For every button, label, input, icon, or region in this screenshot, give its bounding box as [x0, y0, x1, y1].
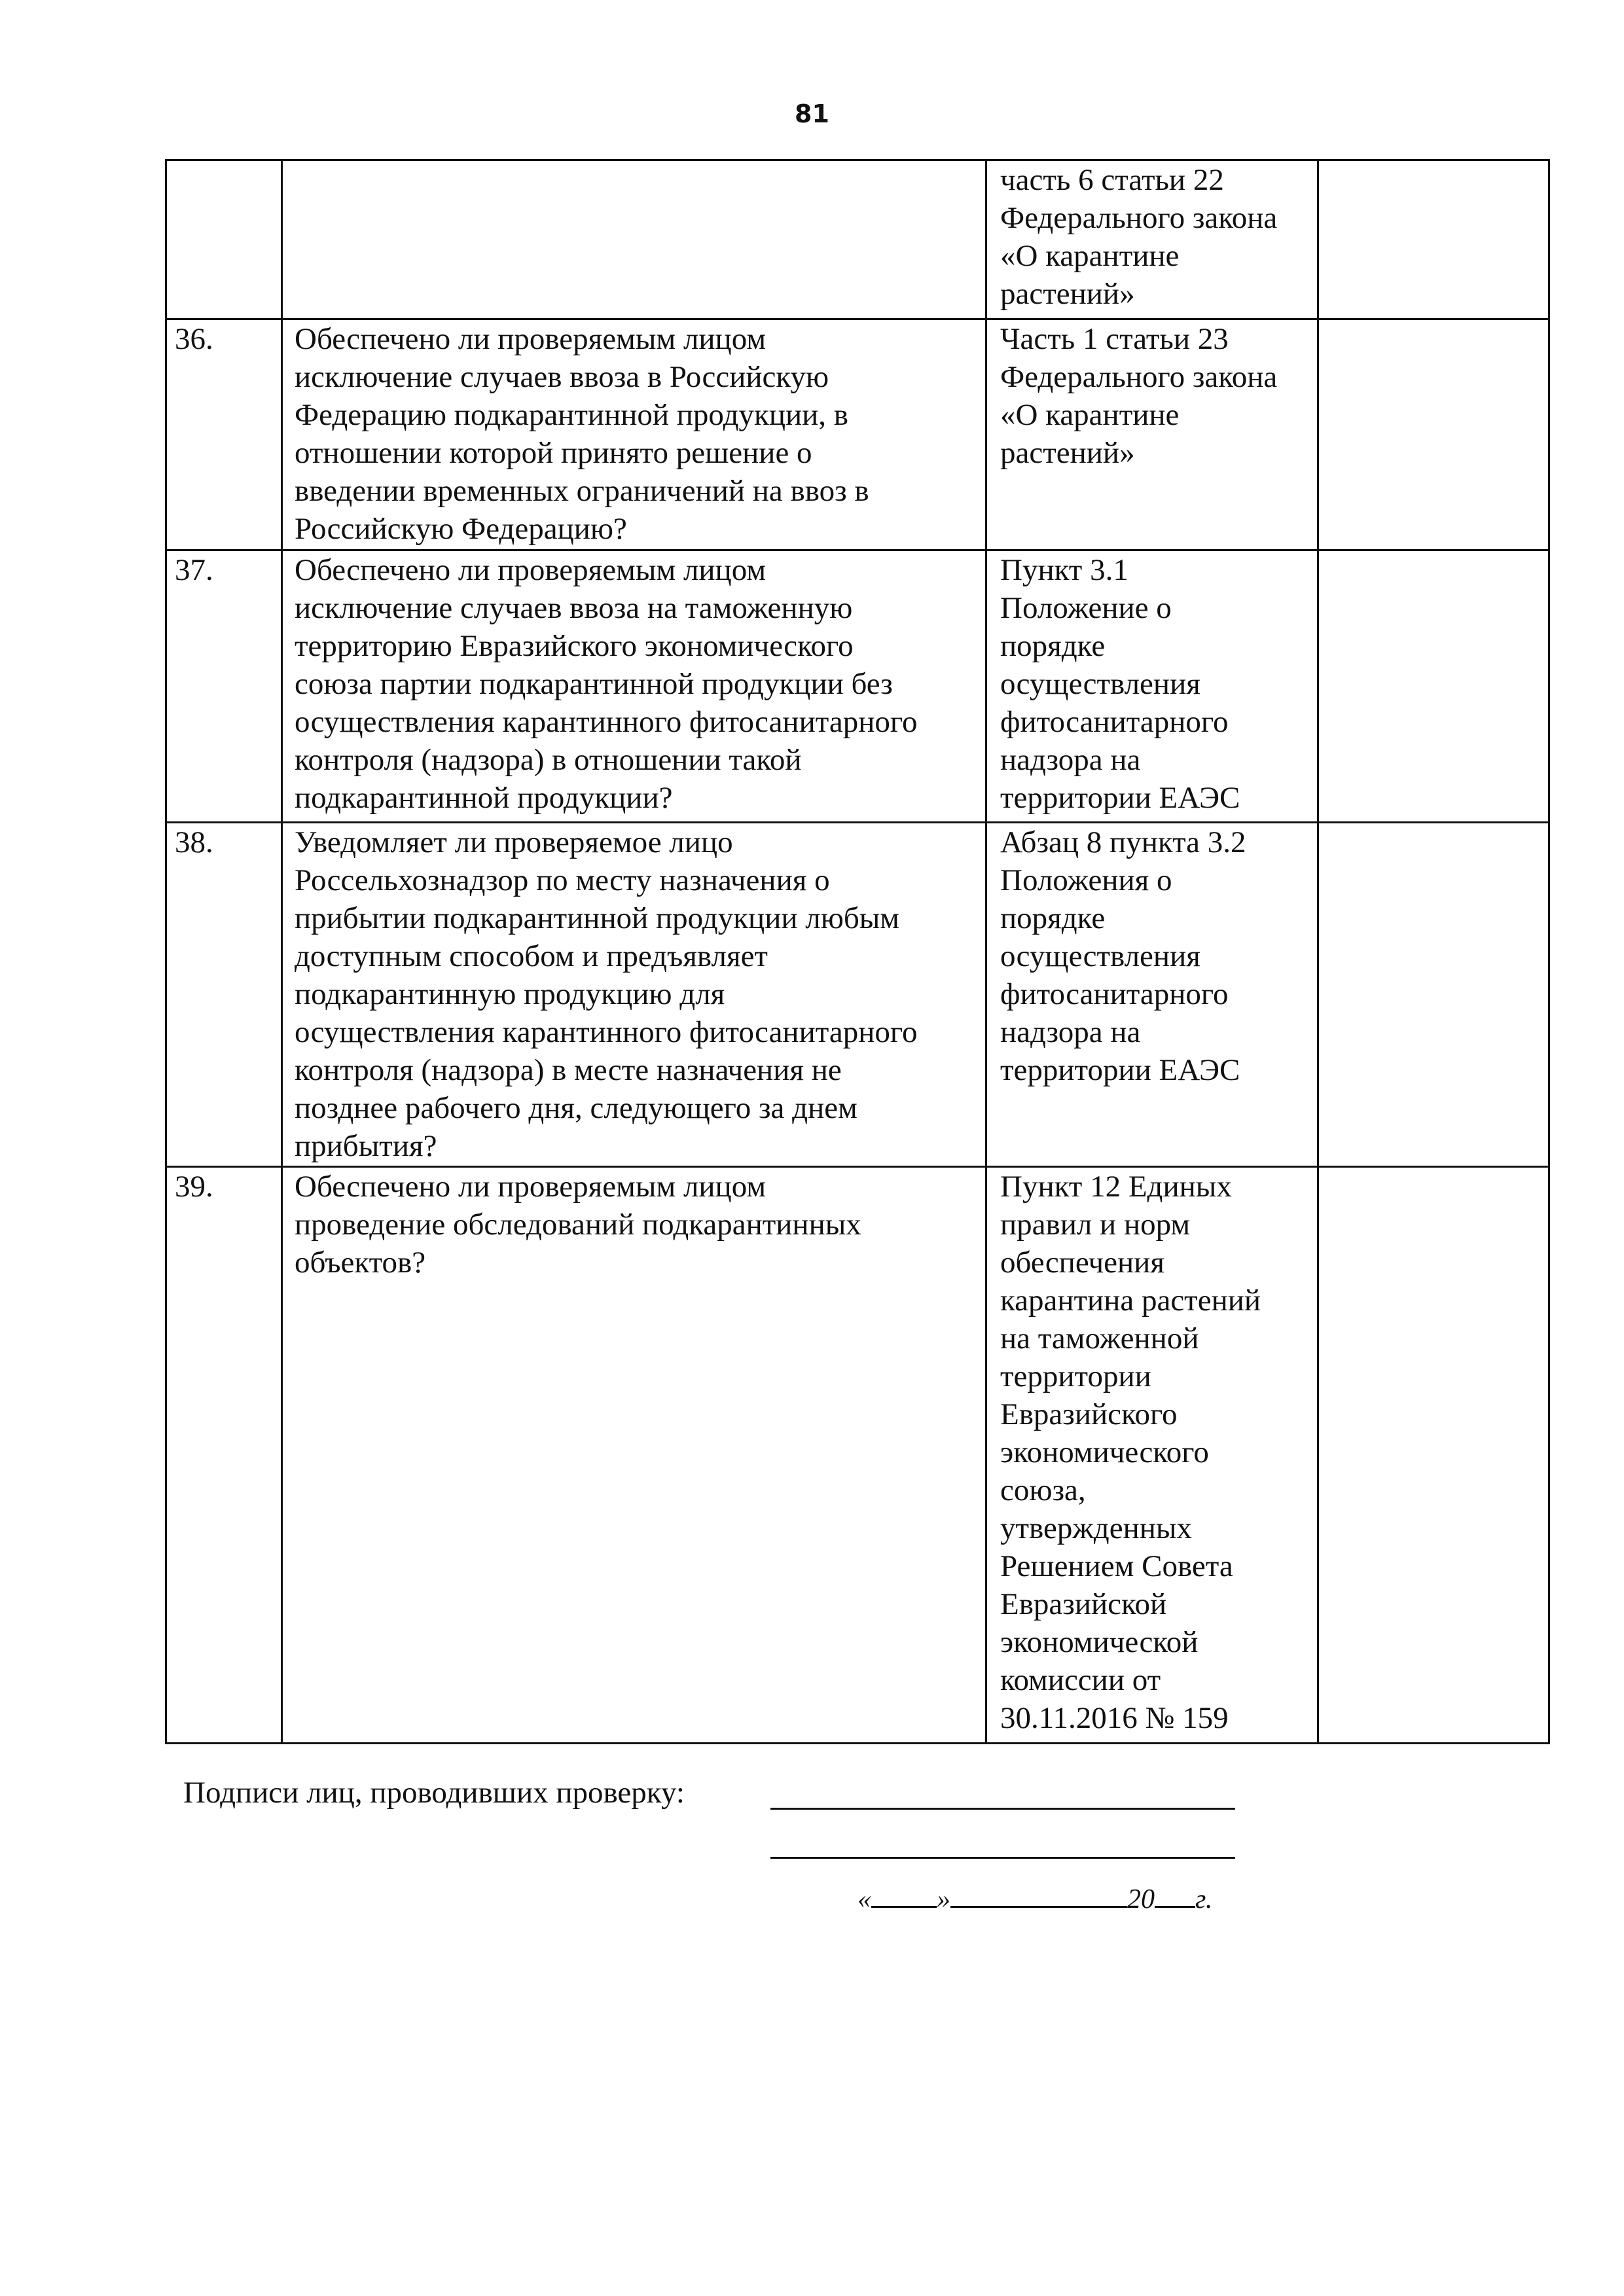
- result-cell: [1318, 1167, 1549, 1744]
- requirement-text: Обеспечено ли проверяемым лицом исключение случаев ввоза на таможенную территорию Евразийского экономического союза партии подкарантинной продукции без осуществления карантинного фитосанитарного контроля (надзора) в отношении такой подкарантинной продукции?: [282, 550, 986, 823]
- legal-reference: Абзац 8 пункта 3.2 Положения о порядке осуществления фитосанитарного надзора на территории ЕАЭС: [986, 823, 1318, 1167]
- date-century: 20: [1127, 1884, 1155, 1914]
- date-close-quote: »: [937, 1884, 950, 1914]
- requirement-text: Обеспечено ли проверяемым лицом исключение случаев ввоза в Российскую Федерацию подкарантинной продукции, в отношении которой принято решение о введении временных ограничений на ввоз в Российскую Федерацию?: [282, 319, 986, 550]
- table-row: [166, 160, 1549, 319]
- date-line: [857, 1884, 1212, 1915]
- legal-reference: часть 6 статьи 22 Федерального закона «О карантине растений»: [986, 160, 1318, 319]
- page-number: 81: [795, 99, 829, 128]
- legal-reference: Пункт 3.1 Положение о порядке осуществления фитосанитарного надзора на территории ЕАЭС: [986, 550, 1318, 823]
- result-cell: [1318, 550, 1549, 823]
- row-number: 38.: [166, 823, 282, 1167]
- table-row: [166, 550, 1549, 823]
- requirement-text: [282, 160, 986, 319]
- requirement-text: Уведомляет ли проверяемое лицо Россельхознадзор по месту назначения о прибытии подкарантинной продукции любым доступным способом и предъявляет подкарантинную продукцию для осуществления карантинного фитосанитарного контроля (надзора) в месте назначения не позднее рабочего дня, следующего за днем прибытия?: [282, 823, 986, 1167]
- row-number: 39.: [166, 1167, 282, 1744]
- row-number: [166, 160, 282, 319]
- result-cell: [1318, 160, 1549, 319]
- signature-line-2[interactable]: [770, 1857, 1235, 1859]
- result-cell: [1318, 319, 1549, 550]
- checklist-table: [165, 159, 1550, 1744]
- row-number: 37.: [166, 550, 282, 823]
- legal-reference: Часть 1 статьи 23 Федерального закона «О карантине растений»: [986, 319, 1318, 550]
- date-month-blank[interactable]: [950, 1884, 1127, 1908]
- result-cell: [1318, 823, 1549, 1167]
- legal-reference: Пункт 12 Единых правил и норм обеспечения карантина растений на таможенной территории Евразийского экономического союза, утвержденных Решением Совета Евразийской экономической комиссии от 30.11.2016 № 159: [986, 1167, 1318, 1744]
- table-row: [166, 823, 1549, 1167]
- date-year-blank[interactable]: [1155, 1884, 1195, 1908]
- signature-line-1[interactable]: [770, 1808, 1235, 1810]
- table-row: [166, 319, 1549, 550]
- table-row: [166, 1167, 1549, 1744]
- date-open-quote: «: [857, 1884, 871, 1914]
- date-day-blank[interactable]: [871, 1884, 937, 1908]
- row-number: 36.: [166, 319, 282, 550]
- signatures-label: Подписи лиц, проводивших проверку:: [183, 1776, 685, 1810]
- requirement-text: Обеспечено ли проверяемым лицом проведение обследований подкарантинных объектов?: [282, 1167, 986, 1744]
- date-suffix: г.: [1195, 1884, 1213, 1914]
